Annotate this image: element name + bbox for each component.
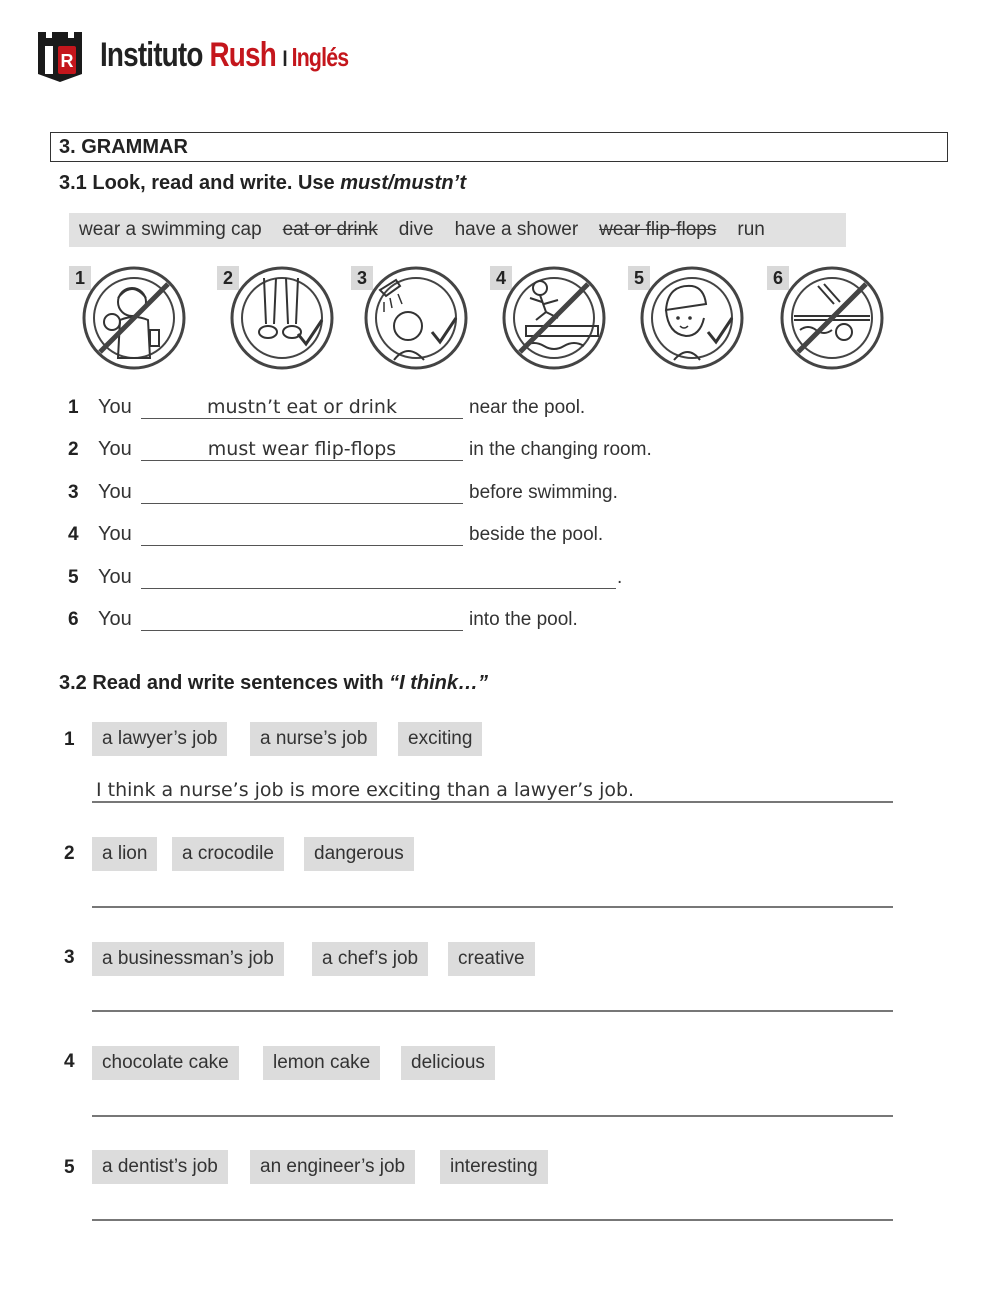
brand-institute: Instituto <box>100 36 203 74</box>
row-you: You <box>98 523 132 545</box>
word-chip: a businessman’s job <box>92 942 284 976</box>
word-chip: exciting <box>398 722 482 756</box>
answer-field-q1[interactable]: I think a nurse’s job is more exciting than a lawyer’s job. <box>96 779 635 801</box>
ex31-heading-text: 3.1 Look, read and write. Use <box>59 172 341 194</box>
row-rest: before swimming. <box>469 482 618 503</box>
answer-line <box>92 1115 893 1117</box>
question-number: 1 <box>64 729 75 750</box>
word-chip: an engineer’s job <box>250 1150 415 1184</box>
answer-line <box>92 1010 893 1012</box>
word-chip: a lion <box>92 837 157 871</box>
answer-field-2[interactable]: must wear flip-flops <box>207 438 397 460</box>
row-number: 6 <box>68 609 79 630</box>
word-chip: a crocodile <box>172 837 284 871</box>
picture-number: 1 <box>69 266 91 290</box>
row-number: 5 <box>68 567 79 588</box>
word-chip: dangerous <box>304 837 414 871</box>
diving-prohibited-icon <box>778 264 886 372</box>
word-chip: a lawyer’s job <box>92 722 227 756</box>
row-rest: . <box>617 567 623 588</box>
answer-line <box>141 460 463 461</box>
row-rest: beside the pool. <box>469 524 604 545</box>
picture-number: 3 <box>351 266 373 290</box>
word-box-item: have a shower <box>454 219 579 240</box>
row-you: You <box>98 608 132 630</box>
answer-line <box>92 906 893 908</box>
word-box-item: run <box>737 219 765 240</box>
row-rest: near the pool. <box>469 397 586 418</box>
word-chip: a nurse’s job <box>250 722 377 756</box>
swimming-cap-allowed-icon <box>638 264 746 372</box>
ex32-heading-italic: “I think…” <box>389 672 488 694</box>
answer-line <box>141 630 463 631</box>
answer-line <box>141 588 616 589</box>
row-you: You <box>98 438 132 460</box>
row-you: You <box>98 396 132 418</box>
row-rest: into the pool. <box>469 609 578 630</box>
picture-number: 5 <box>628 266 650 290</box>
picture-number: 6 <box>767 266 789 290</box>
answer-line <box>141 545 463 546</box>
word-box <box>69 213 846 247</box>
row-number: 2 <box>68 439 79 460</box>
flip-flops-allowed-icon <box>228 264 336 372</box>
word-box-item: dive <box>398 219 434 240</box>
picture-number: 2 <box>217 266 239 290</box>
word-chip: creative <box>448 942 535 976</box>
section-title: 3. GRAMMAR <box>50 132 948 162</box>
shower-allowed-icon <box>362 264 470 372</box>
row-you: You <box>98 481 132 503</box>
row-rest: in the changing room. <box>469 439 652 460</box>
word-box-item: wear a swimming cap <box>79 219 262 240</box>
answer-line <box>141 418 463 419</box>
question-number: 4 <box>64 1051 75 1072</box>
answer-line <box>92 801 893 803</box>
answer-line <box>92 1219 893 1221</box>
word-chip: a dentist’s job <box>92 1150 228 1184</box>
row-number: 1 <box>68 397 79 418</box>
word-chip: chocolate cake <box>92 1046 239 1080</box>
answer-line <box>141 503 463 504</box>
question-number: 5 <box>64 1157 75 1178</box>
picture-number: 4 <box>490 266 512 290</box>
row-you: You <box>98 566 132 588</box>
brand-wordmark <box>100 36 348 75</box>
word-chip: a chef’s job <box>312 942 428 976</box>
logo-mark-icon <box>36 30 84 84</box>
question-number: 3 <box>64 947 75 968</box>
svg-text:R: R <box>60 51 74 71</box>
word-chip: delicious <box>401 1046 495 1080</box>
word-chip: lemon cake <box>263 1046 380 1080</box>
row-number: 3 <box>68 482 79 503</box>
ex31-heading-italic: must/mustn’t <box>340 172 467 194</box>
row-number: 4 <box>68 524 79 545</box>
brand-separator: I <box>282 46 287 71</box>
word-box-item-struck: wear flip-flops <box>599 219 717 240</box>
ex32-heading <box>59 672 488 695</box>
question-number: 2 <box>64 843 75 864</box>
word-chip: interesting <box>440 1150 548 1184</box>
word-box-item-struck: eat or drink <box>282 219 378 240</box>
brand-subject: Inglés <box>291 42 349 72</box>
ex32-heading-text: 3.2 Read and write sentences with <box>59 672 390 694</box>
eating-drinking-prohibited-icon <box>80 264 188 372</box>
running-prohibited-icon <box>500 264 608 372</box>
ex31-heading <box>59 172 466 195</box>
brand-rush: Rush <box>209 36 276 74</box>
answer-field-1[interactable]: mustn’t eat or drink <box>207 396 397 418</box>
